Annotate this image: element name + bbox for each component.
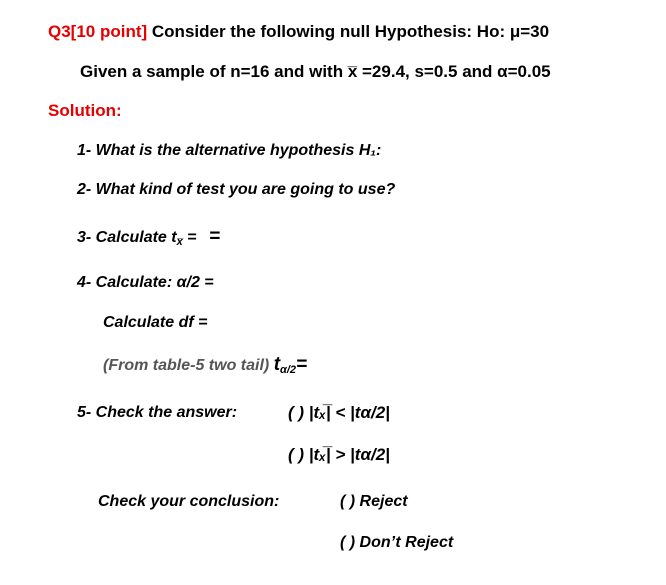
- item-3-calculate-t: [77, 227, 220, 252]
- item-4-table-t: t: [273, 354, 281, 375]
- item-3-suffix: =: [182, 229, 197, 246]
- item-4-alpha-half: 4- Calculate: α/2 =: [77, 274, 214, 291]
- item-4-table-equals: =: [296, 354, 308, 375]
- conclusion-reject: ( ) Reject: [340, 493, 408, 510]
- item-3-prefix: 3- Calculate t: [77, 229, 177, 246]
- item-3-subscript: x̅: [176, 236, 183, 248]
- question-statement: Consider the following null Hypothesis: Ho: μ=30: [147, 22, 550, 41]
- question-number: Q3[10 point]: [48, 22, 148, 41]
- item-4-df: Calculate df =: [103, 314, 208, 331]
- item-5-label: 5- Check the answer:: [77, 404, 238, 421]
- item-4-table-lookup: [103, 355, 307, 380]
- item-2-test-type: 2- What kind of test you are going to use?: [77, 181, 396, 198]
- conclusion-dont-reject: ( ) Don’t Reject: [340, 534, 454, 551]
- conclusion-label: Check your conclusion:: [98, 493, 280, 510]
- given-data: Given a sample of n=16 and with x̅ =29.4, s=0.5 and α=0.05: [80, 62, 551, 81]
- solution-heading: Solution:: [48, 101, 122, 120]
- item-5-option-less: ( ) |tₓ̅| < |tα/2|: [288, 403, 390, 422]
- item-1-alternative-hypothesis: 1- What is the alternative hypothesis H₁:: [77, 142, 382, 159]
- item-3-extra-equals: =: [208, 226, 221, 247]
- question-heading: [48, 22, 549, 42]
- item-5-option-greater: ( ) |tₓ̅| > |tα/2|: [288, 445, 390, 464]
- item-4-table-prefix: (From table-5 two tail): [103, 357, 270, 374]
- item-4-table-subscript: α/2: [280, 364, 297, 376]
